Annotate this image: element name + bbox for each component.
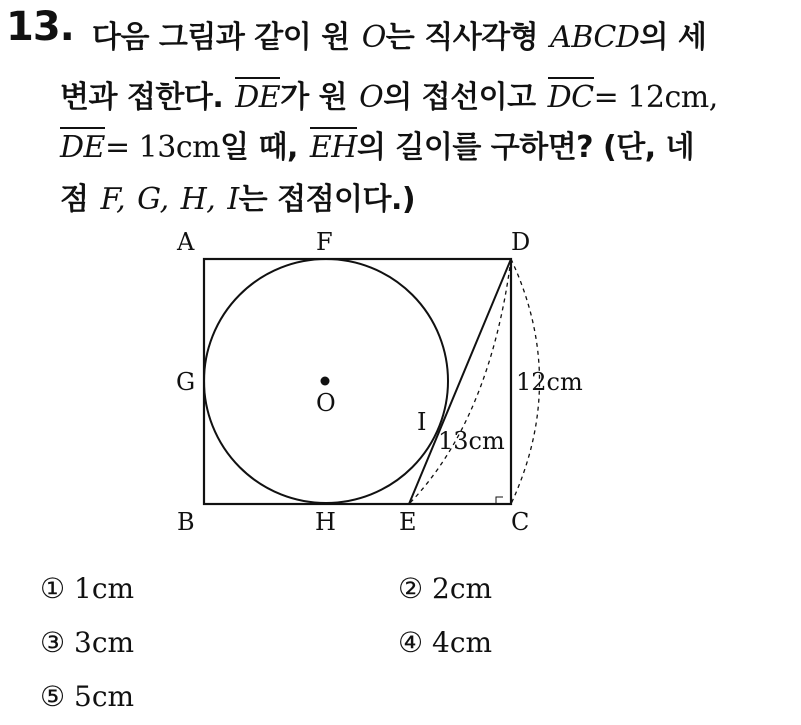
text-segment: 는 접점이다.): [238, 182, 416, 217]
rectangle-abcd-symbol: ABCD: [550, 20, 640, 55]
label-g: G: [176, 368, 196, 396]
unit-cm: cm: [664, 80, 709, 115]
label-a: A: [177, 228, 195, 256]
point-g-symbol: G,: [137, 182, 169, 217]
tangent-de: [409, 259, 511, 504]
label-o: O: [316, 389, 336, 417]
text-segment: 의 접선이고: [383, 80, 536, 115]
label-f: F: [316, 228, 333, 256]
unit-cm: cm: [175, 130, 221, 165]
choice-3[interactable]: [40, 626, 134, 659]
choice-2[interactable]: [398, 572, 492, 605]
question-number: 13.: [6, 4, 74, 50]
label-d: D: [511, 228, 531, 256]
rectangle-abcd: [204, 259, 511, 504]
dc-value: = 12: [593, 80, 665, 115]
label-h: H: [315, 508, 336, 536]
label-e: E: [399, 508, 417, 536]
text-segment: 는 직사각형: [385, 20, 539, 55]
segment-de-symbol: DE: [235, 77, 280, 115]
text-segment: 변과 접한다.: [60, 80, 224, 115]
label-dc-length: 12cm: [516, 368, 583, 396]
circle-o-symbol: O: [361, 20, 386, 55]
text-segment: 다음 그림과 같이 원: [92, 20, 350, 55]
circle-o-symbol: O: [359, 80, 384, 115]
center-point-o: [321, 377, 330, 386]
choice-mark: ②: [398, 572, 424, 605]
comma: ,: [708, 80, 718, 115]
text-segment: 의 세: [639, 20, 707, 55]
choice-mark: ④: [398, 626, 424, 659]
point-i-symbol: I: [227, 182, 239, 217]
choice-text: 5cm: [74, 680, 135, 713]
text-segment: 점: [60, 182, 89, 217]
text-segment: 가 원: [280, 80, 348, 115]
choice-text: 4cm: [432, 626, 493, 659]
de-value: = 13: [104, 130, 176, 165]
label-de-length: 13cm: [438, 427, 505, 455]
choice-text: 2cm: [432, 572, 493, 605]
choice-5[interactable]: [40, 680, 134, 713]
choice-1[interactable]: [40, 572, 134, 605]
point-f-symbol: F,: [100, 182, 126, 217]
label-i: I: [417, 408, 427, 436]
choice-4[interactable]: [398, 626, 492, 659]
segment-eh-symbol: EH: [310, 127, 357, 165]
segment-de-symbol: DE: [60, 127, 105, 165]
point-h-symbol: H,: [180, 182, 216, 217]
choice-mark: ①: [40, 572, 66, 605]
choice-mark: ⑤: [40, 680, 66, 713]
choice-text: 3cm: [74, 626, 135, 659]
segment-dc-symbol: DC: [548, 77, 594, 115]
text-segment: 의 길이를 구하면? (단, 네: [356, 130, 695, 165]
label-c: C: [511, 508, 530, 536]
label-b: B: [177, 508, 195, 536]
text-segment: 일 때,: [220, 130, 298, 165]
choice-mark: ③: [40, 626, 66, 659]
choice-text: 1cm: [74, 572, 135, 605]
